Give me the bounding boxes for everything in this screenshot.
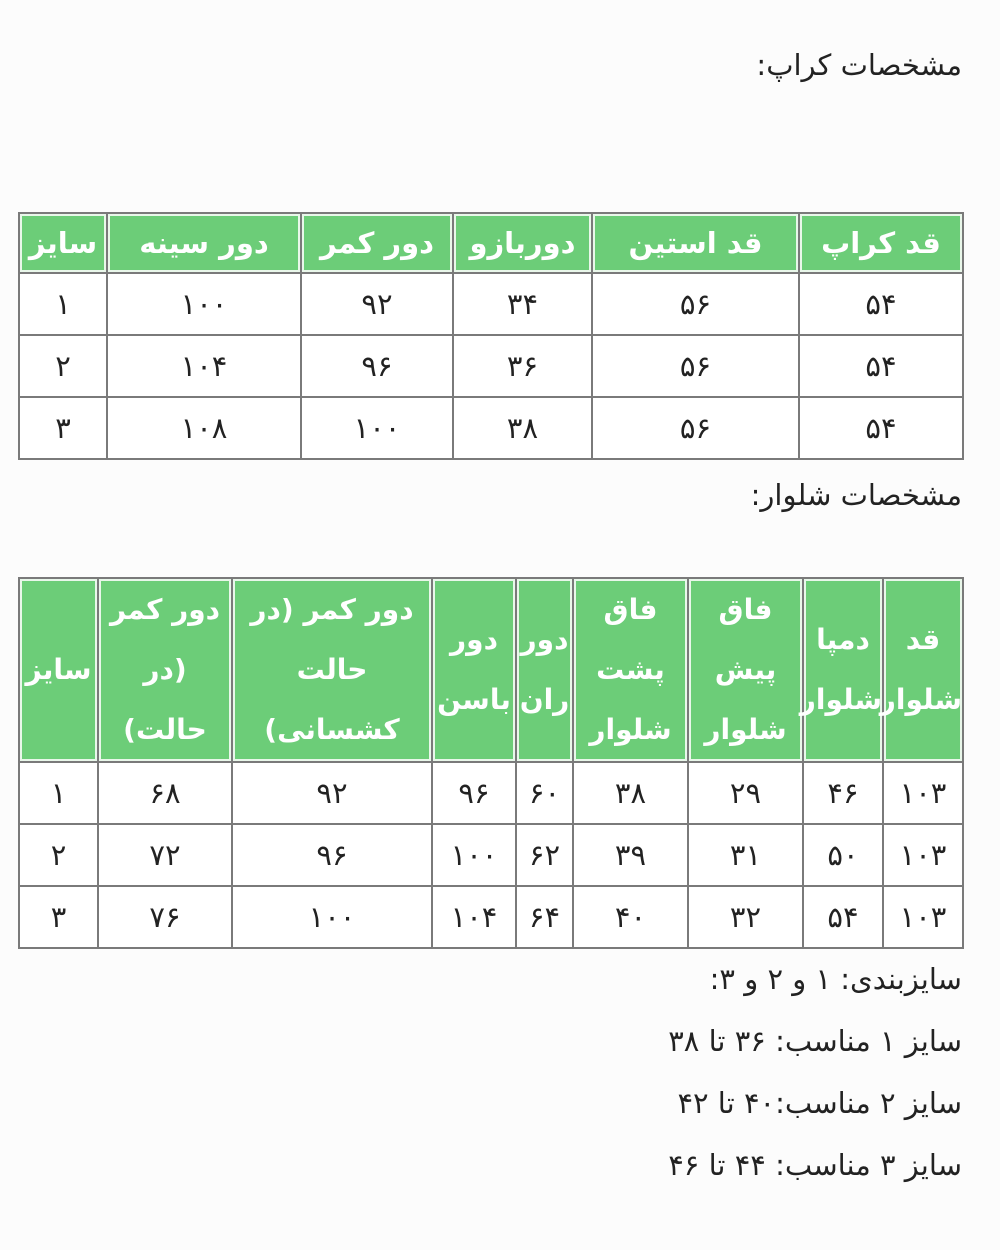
header-hip: دور باسن [432, 578, 516, 762]
table-cell: ۵۰ [803, 824, 883, 886]
pants-specs-title: مشخصات شلوار: [750, 478, 962, 512]
table-cell: ۶۴ [516, 886, 573, 948]
table-cell: ۴۰ [573, 886, 688, 948]
table-cell: ۱۰۳ [883, 762, 963, 824]
table-cell: ۹۲ [301, 273, 453, 335]
size-1-fit: سایز ۱ مناسب: ۳۶ تا ۳۸ [668, 1024, 962, 1058]
pants-size-table [18, 577, 964, 949]
size-3-fit: سایز ۳ مناسب: ۴۴ تا ۴۶ [668, 1148, 962, 1182]
header-arm-circumference: دوربازو [453, 213, 592, 273]
header-waist-relaxed: دور کمر (در حالت) [98, 578, 232, 762]
table-cell: ۷۲ [98, 824, 232, 886]
crop-specs-title: مشخصات کراپ: [756, 48, 962, 82]
table-cell: ۱۰۳ [883, 886, 963, 948]
table-cell: ۲۹ [688, 762, 803, 824]
table-cell: ۶۲ [516, 824, 573, 886]
sizing-summary: سایزبندی: ۱ و ۲ و ۳: [709, 962, 962, 996]
header-pants-length: قد شلوار [883, 578, 963, 762]
table-cell: ۵۴ [803, 886, 883, 948]
table-cell: ۹۶ [301, 335, 453, 397]
table-row [19, 335, 963, 397]
header-back-rise: فاق پشت شلوار [573, 578, 688, 762]
table-cell: ۳۴ [453, 273, 592, 335]
header-crop-length: قد کراپ [799, 213, 963, 273]
table-cell: ۵۶ [592, 273, 799, 335]
table-cell: ۱۰۰ [432, 824, 516, 886]
table-cell: ۵۴ [799, 273, 963, 335]
table-cell: ۱۰۸ [107, 397, 301, 459]
table-cell: ۲ [19, 335, 107, 397]
table-header-row [19, 213, 963, 273]
crop-size-table [18, 212, 964, 460]
table-cell: ۱ [19, 762, 98, 824]
table-cell: ۱۰۴ [107, 335, 301, 397]
table-row [19, 886, 963, 948]
table-cell: ۵۴ [799, 397, 963, 459]
table-cell: ۶۰ [516, 762, 573, 824]
header-size: سایز [19, 213, 107, 273]
table-cell: ۱۰۰ [232, 886, 432, 948]
table-cell: ۱۰۰ [301, 397, 453, 459]
table-row [19, 824, 963, 886]
table-cell: ۱ [19, 273, 107, 335]
header-hem-width: دمپا شلوار [803, 578, 883, 762]
table-cell: ۱۰۴ [432, 886, 516, 948]
table-row [19, 397, 963, 459]
header-front-rise: فاق پیش شلوار [688, 578, 803, 762]
table-cell: ۳ [19, 886, 98, 948]
table-cell: ۳۶ [453, 335, 592, 397]
table-row [19, 762, 963, 824]
table-cell: ۹۲ [232, 762, 432, 824]
table-cell: ۳۸ [573, 762, 688, 824]
header-thigh: دور ران [516, 578, 573, 762]
table-cell: ۷۶ [98, 886, 232, 948]
table-cell: ۳ [19, 397, 107, 459]
header-waist: دور کمر [301, 213, 453, 273]
size-2-fit: سایز ۲ مناسب:۴۰ تا ۴۲ [677, 1086, 962, 1120]
table-header-row [19, 578, 963, 762]
table-cell: ۳۸ [453, 397, 592, 459]
table-cell: ۵۶ [592, 335, 799, 397]
header-chest: دور سینه [107, 213, 301, 273]
table-cell: ۹۶ [232, 824, 432, 886]
table-cell: ۴۶ [803, 762, 883, 824]
table-cell: ۲ [19, 824, 98, 886]
header-sleeve-length: قد استین [592, 213, 799, 273]
table-cell: ۱۰۰ [107, 273, 301, 335]
header-size: سایز [19, 578, 98, 762]
table-row [19, 273, 963, 335]
table-cell: ۶۸ [98, 762, 232, 824]
table-cell: ۵۶ [592, 397, 799, 459]
header-waist-stretched: دور کمر (در حالت کشسانی) [232, 578, 432, 762]
table-cell: ۱۰۳ [883, 824, 963, 886]
table-cell: ۳۲ [688, 886, 803, 948]
table-cell: ۳۱ [688, 824, 803, 886]
table-cell: ۳۹ [573, 824, 688, 886]
table-cell: ۹۶ [432, 762, 516, 824]
table-cell: ۵۴ [799, 335, 963, 397]
